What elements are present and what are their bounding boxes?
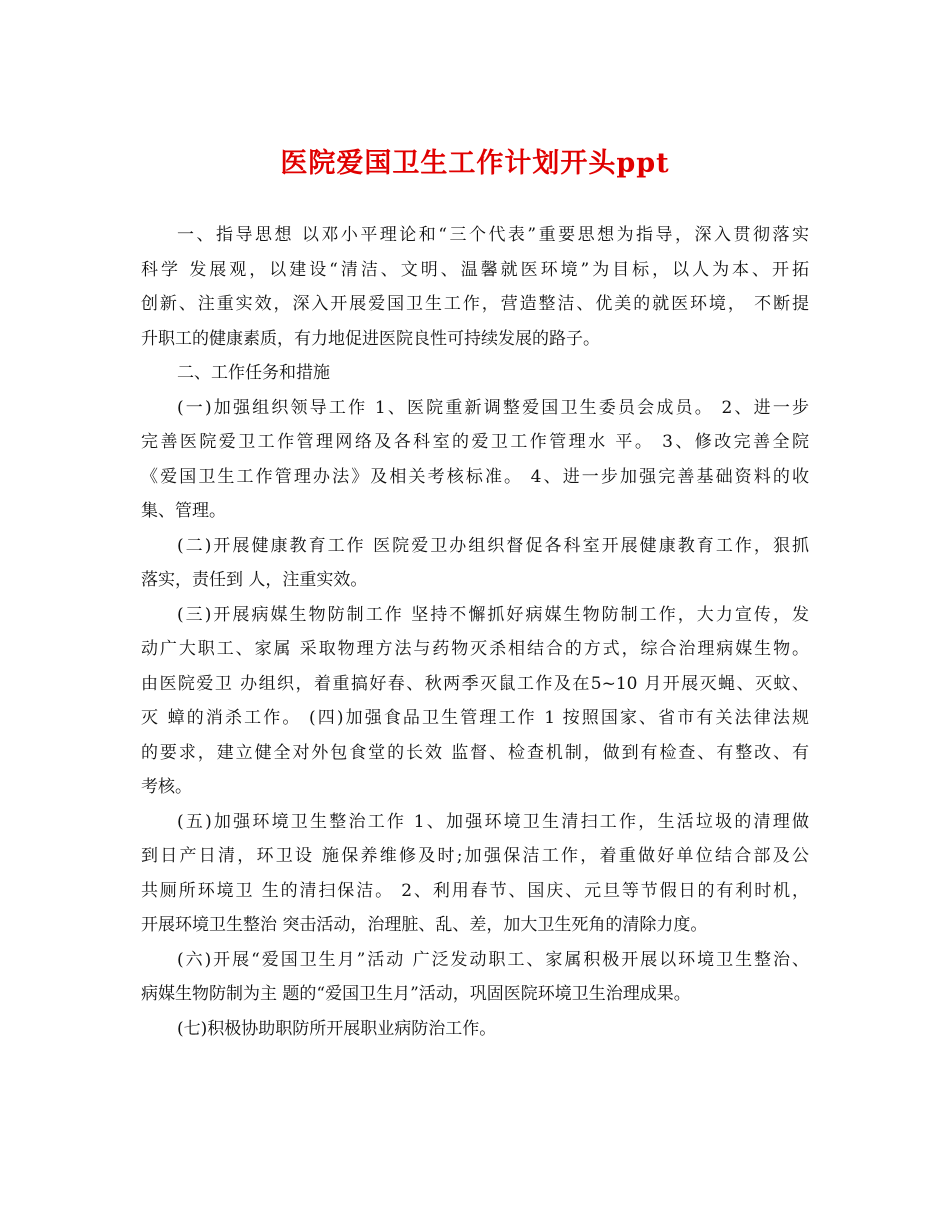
document-body — [141, 218, 809, 1046]
text-line: (六)开展“爱国卫生月”活动 广泛发动职工、家属积极开展以环境卫生整治、 — [177, 949, 809, 970]
text-line: (三)开展病媒生物防制工作 坚持不懈抓好病媒生物防制工作，大力宣传，发 — [177, 604, 809, 625]
paragraph — [141, 529, 809, 598]
text-line: 《爱国卫生工作管理办法》及相关考核标准。 4、进一步加强完善基础资料的收 — [141, 466, 809, 487]
paragraph — [141, 218, 809, 356]
paragraph — [141, 943, 809, 1012]
text-line: (五)加强环境卫生整治工作 1、加强环境卫生清扫工作，生活垃圾的清理做 — [177, 811, 809, 832]
paragraph — [141, 805, 809, 943]
text-line: 动广大职工、家属 采取物理方法与药物灭杀相结合的方式，综合治理病媒生物。 — [141, 639, 809, 659]
paragraph — [141, 598, 809, 805]
text-line: 考核。 — [141, 777, 192, 797]
paragraph — [141, 391, 809, 529]
text-line: 科学 发展观，以建设“清洁、文明、温馨就医环境”为目标，以人为本、开拓 — [141, 259, 809, 280]
text-line: 灭 蟑的消杀工作。 (四)加强食品卫生管理工作 1 按照国家、省市有关法律法规 — [141, 708, 809, 728]
text-line: 完善医院爱卫工作管理网络及各科室的爱卫工作管理水 平。 3、修改完善全院 — [141, 432, 809, 452]
document-title: 医院爱国卫生工作计划开头ppt — [280, 148, 670, 179]
text-line: 的要求，建立健全对外包食堂的长效 监督、检查机制，做到有检查、有整改、有 — [141, 742, 809, 763]
text-line: 病媒生物防制为主 题的“爱国卫生月”活动，巩固医院环境卫生治理成果。 — [141, 984, 691, 1004]
text-line: (一)加强组织领导工作 1、医院重新调整爱国卫生委员会成员。 2、进一步 — [177, 397, 809, 418]
paragraph — [141, 1012, 809, 1047]
text-line: 由医院爱卫 办组织，着重搞好春、秋两季灭鼠工作及在5~10 月开展灭蝇、灭蚊、 — [141, 673, 809, 694]
text-line: (七)积极协助职防所开展职业病防治工作。 — [177, 1018, 497, 1039]
text-line: 一、指导思想 以邓小平理论和“三个代表”重要思想为指导，深入贯彻落实 — [177, 225, 809, 245]
text-line: 共厕所环境卫 生的清扫保洁。 2、利用春节、国庆、元旦等节假日的有利时机， — [141, 880, 809, 901]
section-heading: 二、工作任务和措施 — [177, 363, 330, 383]
text-line: 创新、注重实效，深入开展爱国卫生工作，营造整洁、优美的就医环境， 不断提 — [141, 294, 809, 314]
paragraph — [141, 356, 809, 391]
text-line: (二)开展健康教育工作 医院爱卫办组织督促各科室开展健康教育工作，狠抓 — [177, 535, 809, 556]
text-line: 到日产日清，环卫设 施保养维修及时;加强保洁工作，着重做好单位结合部及公 — [141, 846, 809, 866]
text-line: 集、管理。 — [141, 501, 226, 521]
text-line: 落实，责任到 人，注重实效。 — [141, 570, 368, 590]
text-line: 升职工的健康素质，有力地促进医院良性可持续发展的路子。 — [141, 328, 600, 349]
text-line: 开展环境卫生整治 突击活动，治理脏、乱、差，加大卫生死角的清除力度。 — [141, 915, 708, 935]
